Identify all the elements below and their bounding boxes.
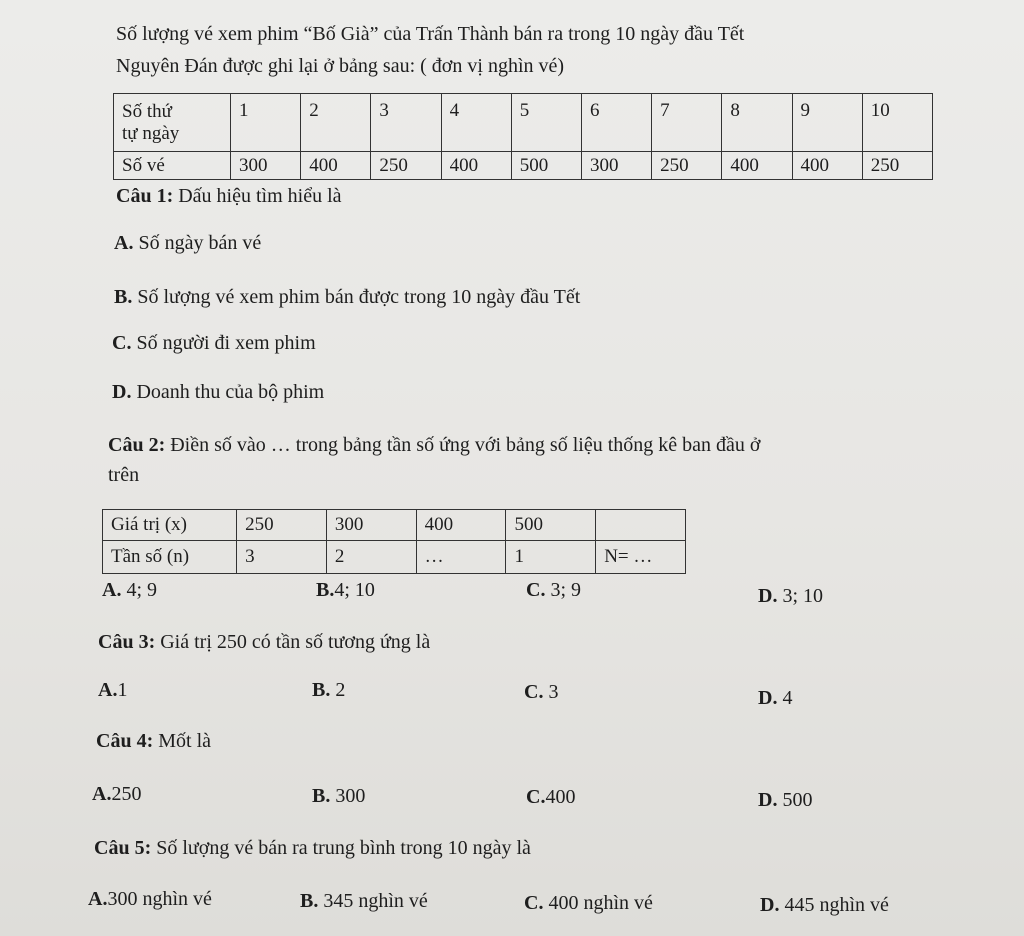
table-cell: 2 <box>326 541 416 574</box>
q1-option-d: D. Doanh thu của bộ phim <box>112 381 325 403</box>
table-row-day <box>114 94 933 152</box>
table-cell: 7 <box>652 94 722 152</box>
table-cell: 1 <box>506 541 596 574</box>
ticket-data-table <box>113 93 933 180</box>
q3-option-c: C. 3 <box>524 681 559 703</box>
table-cell: 500 <box>511 152 581 180</box>
q4-option-a: A.250 <box>92 783 142 805</box>
table-cell: 9 <box>792 94 862 152</box>
question-2-label: Câu 2: <box>108 434 166 456</box>
question-3-label: Câu 3: <box>98 631 156 653</box>
table-cell: 4 <box>441 94 511 152</box>
table-cell: 10 <box>862 94 932 152</box>
table-cell: 250 <box>862 152 932 180</box>
table-cell: 400 <box>441 152 511 180</box>
table-cell: 250 <box>371 152 441 180</box>
question-1-text: Dấu hiệu tìm hiểu là <box>178 185 342 207</box>
intro-line-2: Nguyên Đán được ghi lại ở bảng sau: ( đơn vị nghìn vé) <box>116 55 565 77</box>
question-2 <box>108 430 928 490</box>
table-cell <box>596 510 686 541</box>
q1-option-a: A. Số ngày bán vé <box>114 232 262 254</box>
table-cell: 1 <box>231 94 301 152</box>
question-1 <box>116 181 342 211</box>
table-cell: 400 <box>301 152 371 180</box>
table-cell: 300 <box>581 152 651 180</box>
question-4 <box>96 726 211 756</box>
table-cell: 250 <box>652 152 722 180</box>
intro-line-1: Số lượng vé xem phim “Bố Già” của Trấn Thành bán ra trong 10 ngày đầu Tết <box>116 23 745 45</box>
question-4-label: Câu 4: <box>96 730 154 752</box>
question-2-text-cont: trên <box>108 464 140 486</box>
question-4-text: Mốt là <box>158 730 212 752</box>
question-5-label: Câu 5: <box>94 837 152 859</box>
q2-option-d: D. 3; 10 <box>758 585 824 607</box>
q3-option-a: A.1 <box>98 679 128 701</box>
table-header-day: Số thứ tự ngày <box>114 94 231 152</box>
table-cell: 250 <box>237 510 327 541</box>
q4-option-b: B. 300 <box>312 785 366 807</box>
table-cell: 300 <box>231 152 301 180</box>
q5-option-b: B. 345 nghìn vé <box>300 890 428 912</box>
table-cell: 400 <box>722 152 792 180</box>
table-cell: 400 <box>792 152 862 180</box>
table-row-frequency <box>103 541 686 574</box>
table-cell: 3 <box>237 541 327 574</box>
table-cell: 3 <box>371 94 441 152</box>
table-cell: 400 <box>416 510 506 541</box>
question-5-text: Số lượng vé bán ra trung bình trong 10 ngày là <box>156 837 531 859</box>
table-cell: 300 <box>326 510 416 541</box>
q3-option-b: B. 2 <box>312 679 346 701</box>
table-cell-blank: … <box>416 541 506 574</box>
q5-option-d: D. 445 nghìn vé <box>760 894 889 916</box>
question-3-text: Giá trị 250 có tần số tương ứng là <box>160 631 431 653</box>
table-header-tickets: Số vé <box>114 152 231 180</box>
q1-option-c: C. Số người đi xem phim <box>112 332 316 354</box>
q4-option-c: C.400 <box>526 786 576 808</box>
table-header-frequency: Tần số (n) <box>103 541 237 574</box>
table-row-values <box>103 510 686 541</box>
table-cell: 6 <box>581 94 651 152</box>
table-row-tickets <box>114 152 933 180</box>
question-5 <box>94 833 531 863</box>
q5-option-a: A.300 nghìn vé <box>88 888 212 910</box>
q2-option-b: B.4; 10 <box>316 579 375 601</box>
table-cell-total: N= … <box>596 541 686 574</box>
q2-option-c: C. 3; 9 <box>526 579 582 601</box>
table-cell: 500 <box>506 510 596 541</box>
question-1-label: Câu 1: <box>116 185 174 207</box>
question-3 <box>98 627 430 657</box>
table-header-value: Giá trị (x) <box>103 510 237 541</box>
q1-option-b: B. Số lượng vé xem phim bán được trong 10 ngày đầu Tết <box>114 286 581 308</box>
table-cell: 8 <box>722 94 792 152</box>
q2-option-a: A. 4; 9 <box>102 579 158 601</box>
question-2-text: Điền số vào … trong bảng tần số ứng với bảng số liệu thống kê ban đầu ở <box>170 434 761 456</box>
q4-option-d: D. 500 <box>758 789 813 811</box>
table-cell: 2 <box>301 94 371 152</box>
table-cell: 5 <box>511 94 581 152</box>
frequency-table <box>102 509 686 574</box>
intro-paragraph <box>116 18 936 82</box>
q5-option-c: C. 400 nghìn vé <box>524 892 653 914</box>
q3-option-d: D. 4 <box>758 687 793 709</box>
